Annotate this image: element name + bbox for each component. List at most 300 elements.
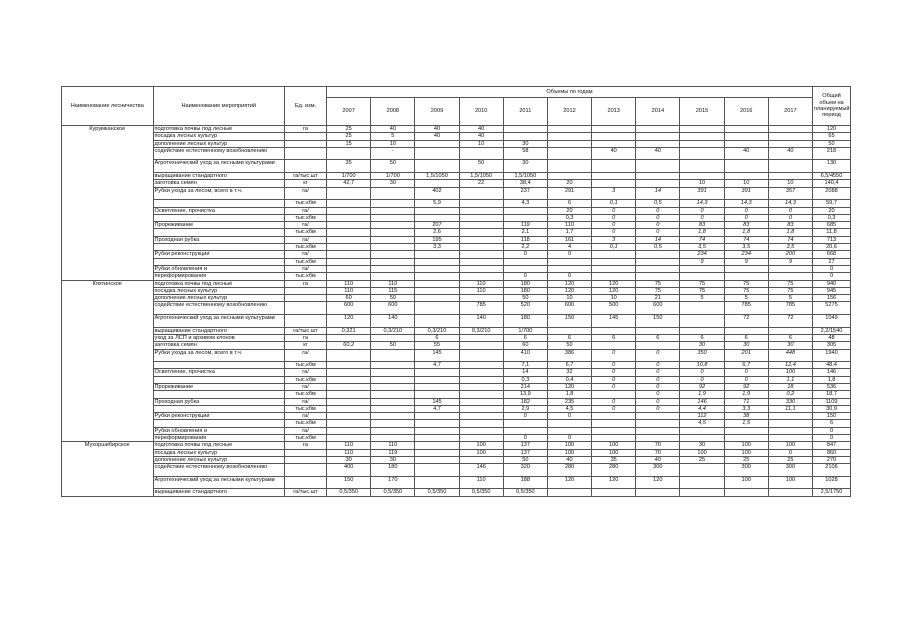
value-cell-2010 bbox=[459, 251, 503, 258]
value-cell-2017 bbox=[768, 140, 812, 147]
value-cell-2013: 0 bbox=[592, 369, 636, 376]
value-cell-2012: 6 bbox=[547, 334, 591, 341]
value-cell-2010 bbox=[459, 222, 503, 229]
value-cell-2014: 0 bbox=[636, 229, 680, 236]
value-cell-2012: 10 bbox=[547, 295, 591, 302]
activity-name: содействие естественному возобновлению bbox=[153, 147, 284, 160]
total-cell: 120 bbox=[813, 126, 851, 133]
value-cell-2016: 3,3 bbox=[724, 405, 768, 412]
activity-name: посадка лесных культур bbox=[153, 287, 284, 294]
value-cell-2010 bbox=[459, 349, 503, 362]
value-cell-2014: 14 bbox=[636, 236, 680, 243]
value-cell-2008 bbox=[371, 214, 415, 221]
value-cell-2017: 72 bbox=[768, 315, 812, 328]
value-cell-2010 bbox=[459, 391, 503, 398]
value-cell-2014: 0 bbox=[636, 376, 680, 383]
value-cell-2013: 0,1 bbox=[592, 244, 636, 251]
value-cell-2009 bbox=[415, 315, 459, 328]
value-cell-2012: 100 bbox=[547, 442, 591, 449]
value-cell-2007 bbox=[327, 222, 371, 229]
value-cell-2015 bbox=[680, 315, 724, 328]
value-cell-2015 bbox=[680, 273, 724, 280]
value-cell-2013: 0 bbox=[592, 362, 636, 369]
value-cell-2011: 0 bbox=[503, 435, 547, 442]
value-cell-2017 bbox=[768, 126, 812, 133]
value-cell-2015: 0 bbox=[680, 214, 724, 221]
value-cell-2016: 0 bbox=[724, 214, 768, 221]
year-header-2016: 2016 bbox=[724, 98, 768, 126]
value-cell-2007 bbox=[327, 427, 371, 434]
value-cell-2010: 140 bbox=[459, 315, 503, 328]
value-cell-2008: 1/700 bbox=[371, 173, 415, 180]
activity-name: выращивание стандартного bbox=[153, 327, 284, 334]
value-cell-2013 bbox=[592, 126, 636, 133]
value-cell-2011: 2,2 bbox=[503, 244, 547, 251]
value-cell-2007 bbox=[327, 187, 371, 200]
table-row bbox=[62, 456, 851, 463]
value-cell-2017: 83 bbox=[768, 222, 812, 229]
value-cell-2013: 35 bbox=[592, 456, 636, 463]
value-cell-2008 bbox=[371, 200, 415, 207]
value-cell-2016 bbox=[724, 427, 768, 434]
value-cell-2010: 22 bbox=[459, 180, 503, 187]
value-cell-2014 bbox=[636, 427, 680, 434]
value-cell-2017 bbox=[768, 427, 812, 434]
total-cell: 140,4 bbox=[813, 180, 851, 187]
unit-cell: тыс.кбм bbox=[285, 435, 327, 442]
activity-name: Проходная рубка bbox=[153, 398, 284, 405]
year-header-2009: 2009 bbox=[415, 98, 459, 126]
table-row bbox=[62, 413, 851, 420]
value-cell-2010 bbox=[459, 427, 503, 434]
value-cell-2016 bbox=[724, 126, 768, 133]
value-cell-2012: 20 bbox=[547, 207, 591, 214]
activity-name: Рубки реконструкции bbox=[153, 251, 284, 258]
value-cell-2017: 6 bbox=[768, 334, 812, 341]
value-cell-2008: 600 bbox=[371, 302, 415, 315]
value-cell-2014: 0 bbox=[636, 214, 680, 221]
table-row bbox=[62, 273, 851, 280]
value-cell-2013 bbox=[592, 133, 636, 140]
value-cell-2014: 40 bbox=[636, 456, 680, 463]
value-cell-2008: 0,5/350 bbox=[371, 489, 415, 496]
value-cell-2007 bbox=[327, 383, 371, 390]
value-cell-2008 bbox=[371, 265, 415, 272]
value-cell-2009 bbox=[415, 280, 459, 287]
value-cell-2012: 110 bbox=[547, 222, 591, 229]
value-cell-2014: 40 bbox=[636, 147, 680, 160]
value-cell-2012: 0 bbox=[547, 251, 591, 258]
unit-cell: тыс.кбм bbox=[285, 200, 327, 207]
activity-name: уход за ЛСП и архивом клонов bbox=[153, 334, 284, 341]
value-cell-2016: 6,7 bbox=[724, 362, 768, 369]
value-cell-2007: 0,5/350 bbox=[327, 489, 371, 496]
total-cell: 305 bbox=[813, 342, 851, 349]
value-cell-2017: 100 bbox=[768, 476, 812, 489]
value-cell-2011: 520 bbox=[503, 302, 547, 315]
value-cell-2015: 391 bbox=[680, 187, 724, 200]
value-cell-2011: 182 bbox=[503, 398, 547, 405]
value-cell-2007 bbox=[327, 334, 371, 341]
value-cell-2013 bbox=[592, 342, 636, 349]
value-cell-2007 bbox=[327, 200, 371, 207]
unit-cell: га/ bbox=[285, 187, 327, 200]
value-cell-2016: 0 bbox=[724, 376, 768, 383]
table-row bbox=[62, 383, 851, 390]
value-cell-2007: 110 bbox=[327, 280, 371, 287]
value-cell-2015: 5 bbox=[680, 295, 724, 302]
value-cell-2011: 13,9 bbox=[503, 391, 547, 398]
value-cell-2010 bbox=[459, 405, 503, 412]
table-row bbox=[62, 435, 851, 442]
value-cell-2010: 40 bbox=[459, 133, 503, 140]
value-cell-2010: 100 bbox=[459, 449, 503, 456]
value-cell-2010 bbox=[459, 334, 503, 341]
value-cell-2014 bbox=[636, 133, 680, 140]
forestry-name: Кяхтинское bbox=[62, 280, 154, 442]
activity-name: выращивание стандартного bbox=[153, 173, 284, 180]
total-cell: 2,5/1750 bbox=[813, 489, 851, 496]
value-cell-2015: 10 bbox=[680, 180, 724, 187]
value-cell-2010 bbox=[459, 207, 503, 214]
value-cell-2012: 1,7 bbox=[547, 229, 591, 236]
value-cell-2008: 5 bbox=[371, 133, 415, 140]
value-cell-2008 bbox=[371, 413, 415, 420]
total-cell: 218 bbox=[813, 147, 851, 160]
value-cell-2016 bbox=[724, 140, 768, 147]
value-cell-2012 bbox=[547, 427, 591, 434]
value-cell-2008 bbox=[371, 398, 415, 405]
unit-cell: га bbox=[285, 442, 327, 449]
value-cell-2014 bbox=[636, 342, 680, 349]
value-cell-2012: 20 bbox=[547, 180, 591, 187]
value-cell-2013: 40 bbox=[592, 147, 636, 160]
value-cell-2017: 100 bbox=[768, 442, 812, 449]
value-cell-2008 bbox=[371, 222, 415, 229]
value-cell-2013: 120 bbox=[592, 476, 636, 489]
value-cell-2007 bbox=[327, 229, 371, 236]
value-cell-2009: 145 bbox=[415, 349, 459, 362]
value-cell-2014: 0 bbox=[636, 398, 680, 405]
unit-cell: га/ bbox=[285, 369, 327, 376]
value-cell-2012 bbox=[547, 420, 591, 427]
value-cell-2016: 9 bbox=[724, 258, 768, 265]
value-cell-2008 bbox=[371, 251, 415, 258]
value-cell-2012: 235 bbox=[547, 398, 591, 405]
forestry-name: Мухоршибирское bbox=[62, 442, 154, 496]
value-cell-2012: 0,3 bbox=[547, 214, 591, 221]
value-cell-2016: 0 bbox=[724, 369, 768, 376]
value-cell-2015: 14,3 bbox=[680, 200, 724, 207]
unit-cell: га bbox=[285, 280, 327, 287]
year-header-2015: 2015 bbox=[680, 98, 724, 126]
activity-name: Рубки обновления и bbox=[153, 427, 284, 434]
value-cell-2008 bbox=[371, 229, 415, 236]
value-cell-2008: 50 bbox=[371, 295, 415, 302]
value-cell-2013 bbox=[592, 273, 636, 280]
value-cell-2016: 75 bbox=[724, 280, 768, 287]
value-cell-2015: 4,4 bbox=[680, 405, 724, 412]
value-cell-2007: 0,321 bbox=[327, 327, 371, 334]
value-cell-2011 bbox=[503, 427, 547, 434]
value-cell-2007: 15 bbox=[327, 140, 371, 147]
value-cell-2012: 6 bbox=[547, 200, 591, 207]
activity-name: заготовка семян bbox=[153, 342, 284, 349]
value-cell-2011: 1/700 bbox=[503, 327, 547, 334]
value-cell-2009 bbox=[415, 140, 459, 147]
value-cell-2009 bbox=[415, 258, 459, 265]
value-cell-2011: 6 bbox=[503, 334, 547, 341]
value-cell-2011: 7,1 bbox=[503, 362, 547, 369]
table-row bbox=[62, 222, 851, 229]
activity-name: Рубки ухода за лесом, всего в т.ч. bbox=[153, 349, 284, 362]
value-cell-2017: 5 bbox=[768, 295, 812, 302]
value-cell-2011: 188 bbox=[503, 476, 547, 489]
value-cell-2015: 146 bbox=[680, 398, 724, 405]
total-header: Общий объем на планируемый период bbox=[813, 87, 851, 126]
total-cell: 6 bbox=[813, 420, 851, 427]
unit-cell: га/ bbox=[285, 398, 327, 405]
value-cell-2011 bbox=[503, 258, 547, 265]
unit-cell bbox=[285, 147, 327, 160]
value-cell-2016: 100 bbox=[724, 442, 768, 449]
value-cell-2014: 300 bbox=[636, 464, 680, 477]
unit-cell: тыс.кбм bbox=[285, 376, 327, 383]
value-cell-2008: 110 bbox=[371, 280, 415, 287]
value-cell-2012: 150 bbox=[547, 315, 591, 328]
total-cell: 270 bbox=[813, 456, 851, 463]
table-row bbox=[62, 327, 851, 334]
table-row bbox=[62, 295, 851, 302]
value-cell-2009 bbox=[415, 391, 459, 398]
value-cell-2008: 30 bbox=[371, 456, 415, 463]
value-cell-2016: 92 bbox=[724, 383, 768, 390]
value-cell-2011: 180 bbox=[503, 280, 547, 287]
activity-name: подготовка почвы под лесные bbox=[153, 280, 284, 287]
value-cell-2009: 40 bbox=[415, 133, 459, 140]
value-cell-2015 bbox=[680, 464, 724, 477]
value-cell-2011: 119 bbox=[503, 222, 547, 229]
value-cell-2016 bbox=[724, 273, 768, 280]
value-cell-2007: 42,7 bbox=[327, 180, 371, 187]
year-header-2013: 2013 bbox=[592, 98, 636, 126]
table-row bbox=[62, 476, 851, 489]
activity-name: переформирования bbox=[153, 435, 284, 442]
total-cell: 1,8 bbox=[813, 376, 851, 383]
value-cell-2009: 3,3 bbox=[415, 244, 459, 251]
activity-name bbox=[153, 420, 284, 427]
value-cell-2009 bbox=[415, 302, 459, 315]
value-cell-2008: 50 bbox=[371, 342, 415, 349]
total-cell: 146 bbox=[813, 369, 851, 376]
value-cell-2014: 14 bbox=[636, 187, 680, 200]
value-cell-2009 bbox=[415, 456, 459, 463]
total-cell: 48,4 bbox=[813, 362, 851, 369]
unit-cell: тыс.кбм bbox=[285, 362, 327, 369]
value-cell-2015 bbox=[680, 489, 724, 496]
value-cell-2010 bbox=[459, 187, 503, 200]
value-cell-2011 bbox=[503, 420, 547, 427]
value-cell-2009 bbox=[415, 476, 459, 489]
value-cell-2007 bbox=[327, 376, 371, 383]
value-cell-2011: 14 bbox=[503, 369, 547, 376]
value-cell-2017: 12,4 bbox=[768, 362, 812, 369]
value-cell-2011 bbox=[503, 126, 547, 133]
value-cell-2013 bbox=[592, 173, 636, 180]
value-cell-2008 bbox=[371, 391, 415, 398]
value-cell-2008: 119 bbox=[371, 449, 415, 456]
value-cell-2017: 14,3 bbox=[768, 200, 812, 207]
value-cell-2007 bbox=[327, 251, 371, 258]
value-cell-2011: 58 bbox=[503, 147, 547, 160]
activity-header: Наименование мероприятий bbox=[153, 87, 284, 126]
value-cell-2014: 70 bbox=[636, 449, 680, 456]
table-row bbox=[62, 427, 851, 434]
value-cell-2017: 0 bbox=[768, 207, 812, 214]
value-cell-2015: 350 bbox=[680, 349, 724, 362]
value-cell-2015 bbox=[680, 427, 724, 434]
activity-name: дополнение лесных культур bbox=[153, 140, 284, 147]
value-cell-2011: 2,1 bbox=[503, 229, 547, 236]
table-row bbox=[62, 173, 851, 180]
value-cell-2015: 234 bbox=[680, 251, 724, 258]
activity-name: посадка лесных культур bbox=[153, 449, 284, 456]
value-cell-2012 bbox=[547, 133, 591, 140]
value-cell-2014: 0 bbox=[636, 349, 680, 362]
total-cell: 1940 bbox=[813, 349, 851, 362]
value-cell-2013: 145 bbox=[592, 315, 636, 328]
value-cell-2009: 2,6 bbox=[415, 229, 459, 236]
value-cell-2008 bbox=[371, 405, 415, 412]
year-header-2007: 2007 bbox=[327, 98, 371, 126]
value-cell-2012: 4 bbox=[547, 244, 591, 251]
value-cell-2009 bbox=[415, 273, 459, 280]
activity-name: выращивание стандартного bbox=[153, 489, 284, 496]
unit-cell: га/ bbox=[285, 265, 327, 272]
value-cell-2016: 10 bbox=[724, 180, 768, 187]
activity-name: Прореживание bbox=[153, 383, 284, 390]
value-cell-2009 bbox=[415, 464, 459, 477]
activity-name: Проходная рубка bbox=[153, 236, 284, 243]
value-cell-2014 bbox=[636, 258, 680, 265]
value-cell-2015 bbox=[680, 160, 724, 173]
value-cell-2007: 110 bbox=[327, 287, 371, 294]
value-cell-2013 bbox=[592, 140, 636, 147]
value-cell-2014: 0 bbox=[636, 369, 680, 376]
total-cell: 59,7 bbox=[813, 200, 851, 207]
value-cell-2014: 0,5 bbox=[636, 244, 680, 251]
value-cell-2008: 110 bbox=[371, 442, 415, 449]
value-cell-2015: 10,8 bbox=[680, 362, 724, 369]
table-row bbox=[62, 302, 851, 315]
value-cell-2010: 146 bbox=[459, 464, 503, 477]
value-cell-2014 bbox=[636, 273, 680, 280]
value-cell-2015: 92 bbox=[680, 383, 724, 390]
table-row bbox=[62, 369, 851, 376]
value-cell-2017 bbox=[768, 327, 812, 334]
value-cell-2008 bbox=[371, 273, 415, 280]
value-cell-2010: 0,5/350 bbox=[459, 489, 503, 496]
value-cell-2009 bbox=[415, 442, 459, 449]
value-cell-2013: 0,1 bbox=[592, 200, 636, 207]
value-cell-2015: 0 bbox=[680, 376, 724, 383]
value-cell-2017 bbox=[768, 413, 812, 420]
value-cell-2016 bbox=[724, 265, 768, 272]
value-cell-2013: 500 bbox=[592, 302, 636, 315]
unit-cell bbox=[285, 295, 327, 302]
table-row bbox=[62, 160, 851, 173]
value-cell-2016 bbox=[724, 160, 768, 173]
value-cell-2012: 0 bbox=[547, 413, 591, 420]
value-cell-2010: 110 bbox=[459, 287, 503, 294]
total-cell: 536 bbox=[813, 383, 851, 390]
total-cell: 940 bbox=[813, 280, 851, 287]
value-cell-2008 bbox=[371, 334, 415, 341]
value-cell-2010 bbox=[459, 200, 503, 207]
total-cell: 945 bbox=[813, 287, 851, 294]
value-cell-2014: 600 bbox=[636, 302, 680, 315]
value-cell-2009: 1,5/1050 bbox=[415, 173, 459, 180]
total-cell: 1028 bbox=[813, 476, 851, 489]
value-cell-2014: 0 bbox=[636, 362, 680, 369]
value-cell-2012: 40 bbox=[547, 456, 591, 463]
value-cell-2017: 0 bbox=[768, 449, 812, 456]
value-cell-2014: 21 bbox=[636, 295, 680, 302]
value-cell-2015 bbox=[680, 173, 724, 180]
unit-cell: тыс.кбм bbox=[285, 214, 327, 221]
value-cell-2009: 40 bbox=[415, 126, 459, 133]
total-cell: 6,5/4550 bbox=[813, 173, 851, 180]
value-cell-2007: 110 bbox=[327, 449, 371, 456]
value-cell-2013: 100 bbox=[592, 442, 636, 449]
table-row bbox=[62, 362, 851, 369]
value-cell-2016: 100 bbox=[724, 449, 768, 456]
unit-cell: тыс.кбм bbox=[285, 258, 327, 265]
table-row bbox=[62, 229, 851, 236]
value-cell-2016: 5 bbox=[724, 295, 768, 302]
table-row bbox=[62, 251, 851, 258]
value-cell-2014: 0 bbox=[636, 222, 680, 229]
total-cell: 18,7 bbox=[813, 391, 851, 398]
value-cell-2016: 74 bbox=[724, 236, 768, 243]
table-row bbox=[62, 126, 851, 133]
value-cell-2011 bbox=[503, 265, 547, 272]
value-cell-2016: 25 bbox=[724, 456, 768, 463]
value-cell-2015 bbox=[680, 140, 724, 147]
value-cell-2017: 357 bbox=[768, 187, 812, 200]
value-cell-2017: 785 bbox=[768, 302, 812, 315]
value-cell-2012: 32 bbox=[547, 369, 591, 376]
value-cell-2010 bbox=[459, 147, 503, 160]
activity-name: содействие естественному возобновлению bbox=[153, 464, 284, 477]
year-header-2014: 2014 bbox=[636, 98, 680, 126]
value-cell-2012: 4,5 bbox=[547, 405, 591, 412]
value-cell-2011: 30 bbox=[503, 160, 547, 173]
value-cell-2016: 75 bbox=[724, 287, 768, 294]
value-cell-2011: 0,5/350 bbox=[503, 489, 547, 496]
value-cell-2013: 120 bbox=[592, 280, 636, 287]
value-cell-2014: 0,5 bbox=[636, 200, 680, 207]
year-header-2010: 2010 bbox=[459, 98, 503, 126]
unit-cell bbox=[285, 315, 327, 328]
value-cell-2014 bbox=[636, 160, 680, 173]
value-cell-2008: 0,3/210 bbox=[371, 327, 415, 334]
value-cell-2008 bbox=[371, 207, 415, 214]
activity-name bbox=[153, 214, 284, 221]
value-cell-2010 bbox=[459, 214, 503, 221]
total-cell: 2,2/1540 bbox=[813, 327, 851, 334]
value-cell-2013 bbox=[592, 413, 636, 420]
